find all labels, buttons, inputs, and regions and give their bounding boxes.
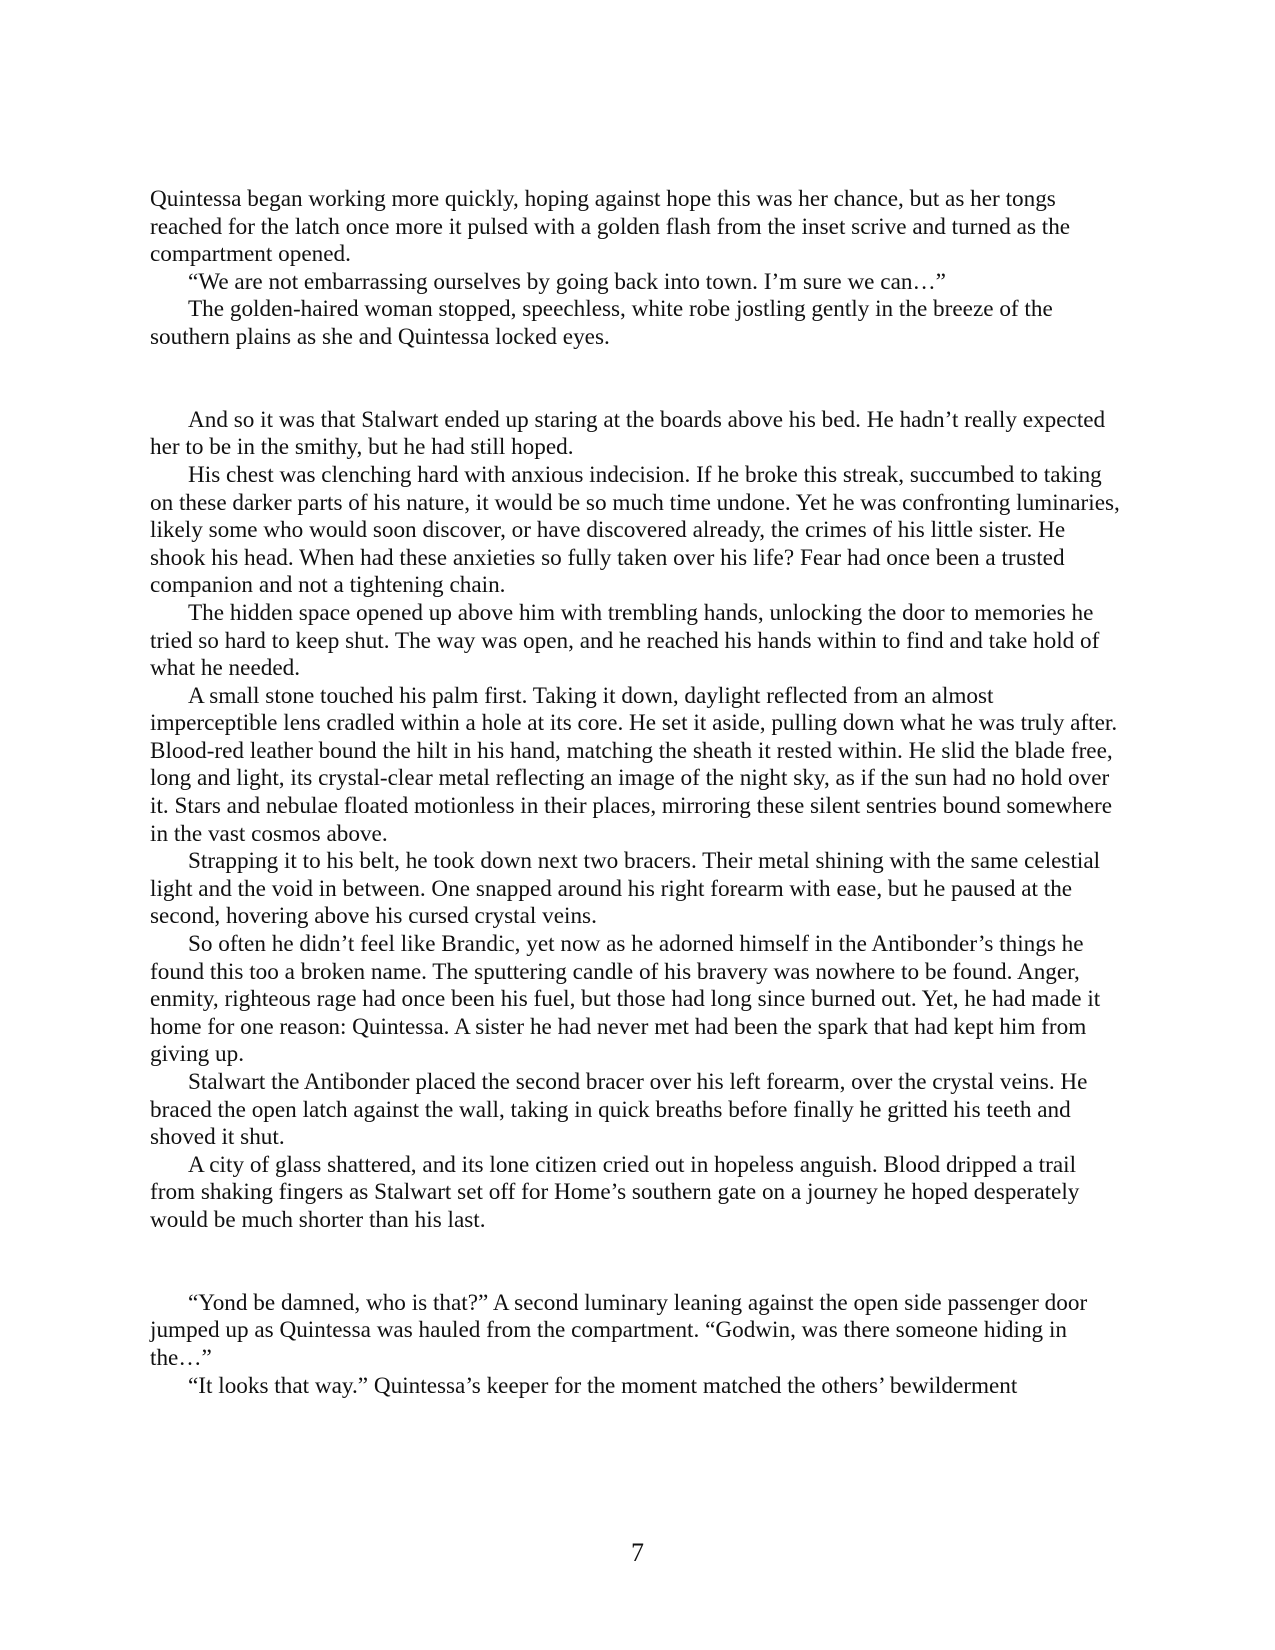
- section-2: [150, 407, 1125, 1235]
- paragraph: So often he didn’t feel like Brandic, yet now as he adorned himself in the Antibonder’s things he found this too a broken name. The sputtering candle of his bravery was nowhere to be found. Anger, enmity, righteous rage had once been his fuel, but those had long since burned out. Yet, he had made it home for one reason: Quintessa. A sister he had never met had been the spark that had kept him from giving up.: [150, 931, 1101, 1068]
- paragraph: The golden-haired woman stopped, speechless, white robe jostling gently in the breeze of the southern plains as she and Quintessa locked eyes.: [150, 296, 1053, 350]
- paragraph: And so it was that Stalwart ended up staring at the boards above his bed. He hadn’t really expected her to be in the smithy, but he had still hoped.: [150, 406, 1106, 461]
- paragraph: Strapping it to his belt, he took down next two bracers. Their metal shining with the same celestial light and the void in between. One snapped around his right forearm with ease, but he paused at the second, hovering above his cursed crystal veins.: [150, 848, 1101, 930]
- paragraph: The hidden space opened up above him with trembling hands, unlocking the door to memories he tried so hard to keep shut. The way was open, and he reached his hands within to find and take hold of what he needed.: [150, 599, 1100, 682]
- paragraph: His chest was clenching hard with anxious indecision. If he broke this streak, succumbed to taking on these darker parts of his nature, it would be so much time undone. Yet he was confronting luminaries, likely some who would soon discover, or have discovered already, the crimes of his little sister. He shook his head. When had these anxieties so fully taken over his life? Fear had once been a trusted companion and not a tightening chain.: [150, 461, 1120, 599]
- paragraph: Stalwart the Antibonder placed the second bracer over his left forearm, over the crystal veins. He braced the open latch against the wall, taking in quick breaths before finally he gritted his teeth and shoved it shut.: [150, 1069, 1088, 1151]
- paragraph: “Yond be damned, who is that?” A second luminary leaning against the open side passenger door jumped up as Quintessa was hauled from the compartment. “Godwin, was there someone hiding in the…”: [150, 1289, 1088, 1371]
- body-text: [150, 186, 1125, 1400]
- paragraph: “It looks that way.” Quintessa’s keeper for the moment matched the others’ bewilderment: [188, 1372, 1018, 1399]
- paragraph: “We are not embarrassing ourselves by going back into town. I’m sure we can…”: [188, 268, 946, 295]
- section-1: [150, 186, 1125, 352]
- paragraph: Quintessa began working more quickly, hoping against hope this was her chance, but as her tongs reached for the latch once more it pulsed with a golden flash from the inset scrive and turned as the compartment opened.: [150, 186, 1071, 268]
- page-number: 7: [631, 1538, 644, 1567]
- section-3: [150, 1290, 1125, 1400]
- paragraph: A city of glass shattered, and its lone citizen cried out in hopeless anguish. Blood dripped a trail from shaking fingers as Stalwart set off for Home’s southern gate on a journey he hoped desperately would be much shorter than his last.: [150, 1151, 1080, 1233]
- scene-break: [150, 1235, 1125, 1290]
- paragraph: A small stone touched his palm first. Taking it down, daylight reflected from an almost imperceptible lens cradled within a hole at its core. He set it aside, pulling down what he was truly after. Blood-red leather bound the hilt in his hand, matching the sheath it rested within. He slid the blade free, long and light, its crystal-clear metal reflecting an image of the night sky, as if the sun had no hold over it. Stars and nebulae floated motionless in their places, mirroring these silent sentries bound somewhere in the vast cosmos above.: [150, 682, 1118, 847]
- scene-break: [150, 352, 1125, 407]
